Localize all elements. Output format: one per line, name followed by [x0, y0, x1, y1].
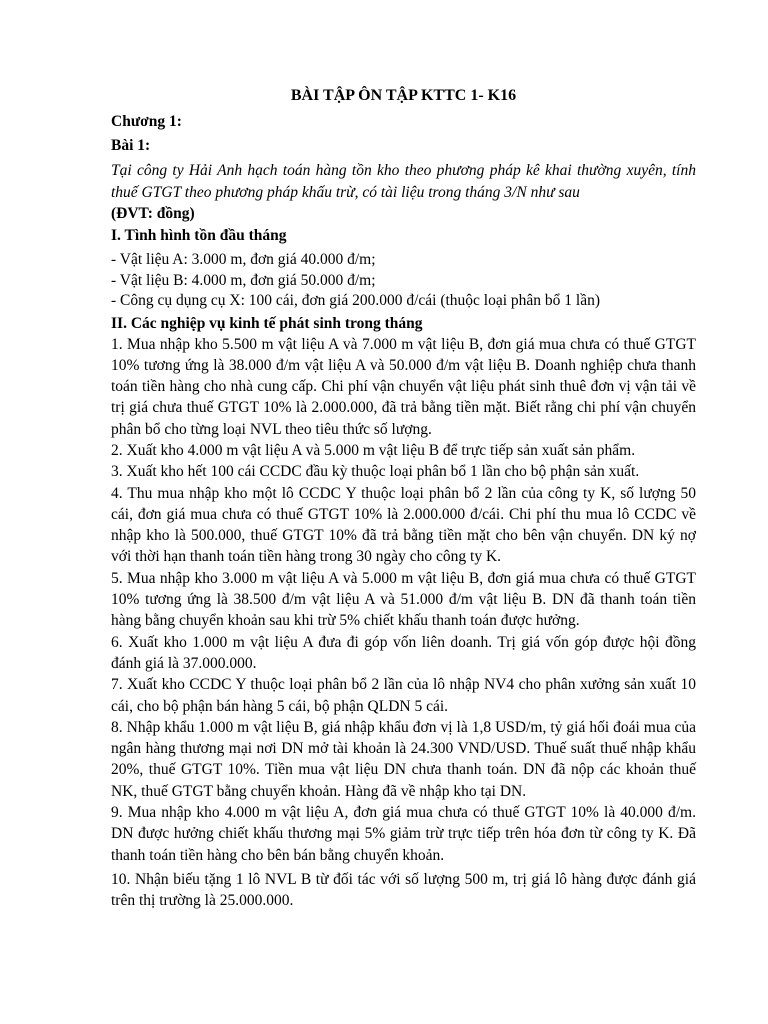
unit-note: (ĐVT: đồng): [111, 205, 195, 222]
transaction-item: 8. Nhập khẩu 1.000 m vật liệu B, giá nhập khẩu đơn vị là 1,8 USD/m, tỷ giá hối đoái mua của ngân hàng thương mại nơi DN mở tài khoản là 24.300 VND/USD. Thuế suất thuế nhập khẩu 20%, thuế GTGT 10%. Tiền mua vật liệu DN chưa thanh toán. DN đã nộp các khoản thuế NK, thuế GTGT bằng chuyển khoản. Hàng đã về nhập kho tại DN.: [111, 718, 696, 800]
chapter-heading: Chương 1:: [111, 113, 182, 130]
transaction-item: 6. Xuất kho 1.000 m vật liệu A đưa đi góp vốn liên doanh. Trị giá vốn góp được hội đồng đánh giá là 37.000.000.: [111, 633, 696, 672]
transaction-item: 2. Xuất kho 4.000 m vật liệu A và 5.000 m vật liệu B để trực tiếp sản xuất sản phẩm.: [111, 441, 636, 459]
transaction-item: 7. Xuất kho CCDC Y thuộc loại phân bổ 2 lần của lô nhập NV4 cho phân xưởng sản xuất 10 cái, cho bộ phận bán hàng 5 cái, bộ phận QLDN 5 cái.: [111, 676, 696, 715]
opening-balance-item: - Vật liệu A: 3.000 m, đơn giá 40.000 đ/m;: [111, 251, 376, 268]
document-title: BÀI TẬP ÔN TẬP KTTC 1- K16: [290, 87, 517, 104]
transaction-item: 9. Mua nhập kho 4.000 m vật liệu A, đơn giá mua chưa có thuế GTGT 10% là 40.000 đ/m. DN được hưởng chiết khấu thương mại 5% giảm trừ trực tiếp trên hóa đơn từ công ty K. Đã thanh toán tiền hàng cho bên bán bằng chuyển khoản.: [111, 804, 696, 864]
section-opening-balance-heading: I. Tình hình tồn đầu tháng: [111, 227, 287, 244]
transaction-item: 4. Thu mua nhập kho một lô CCDC Y thuộc loại phân bổ 2 lần của công ty K, số lượng 50 cái, đơn giá mua chưa có thuế GTGT 10% là 2.000.000 đ/cái. Chi phí thu mua lô CCDC về nhập kho là 500.000, thuế GTGT 10% đã trả bằng tiền mặt cho bên vận chuyển. DN ký nợ với thời hạn thanh toán tiền hàng trong 30 ngày cho công ty K.: [111, 484, 696, 566]
transaction-item: 5. Mua nhập kho 3.000 m vật liệu A và 5.000 m vật liệu B, đơn giá mua chưa có thuế GTGT 10% tương ứng là 38.500 đ/m vật liệu A và 51.000 đ/m vật liệu B. DN đã thanh toán tiền hàng bằng chuyển khoản sau khi trừ 5% chiết khấu thanh toán được hưởng.: [111, 569, 696, 630]
opening-balance-item: - Công cụ dụng cụ X: 100 cái, đơn giá 200.000 đ/cái (thuộc loại phân bổ 1 lần): [111, 292, 601, 309]
section-transactions-heading: II. Các nghiệp vụ kinh tế phát sinh trong tháng: [111, 314, 423, 332]
exercise-intro: Tại công ty Hải Anh hạch toán hàng tồn kho theo phương pháp kê khai thường xuyên, tính thuế GTGT theo phương pháp khấu trừ, có tài liệu trong tháng 3/N như sau: [111, 162, 696, 201]
exercise-heading: Bài 1:: [111, 137, 151, 154]
transaction-item: 3. Xuất kho hết 100 cái CCDC đầu kỳ thuộc loại phân bổ 1 lần cho bộ phận sản xuất.: [111, 463, 640, 481]
transaction-item: 10. Nhận biếu tặng 1 lô NVL B từ đối tác với số lượng 500 m, trị giá lô hàng được đánh giá trên thị trường là 25.000.000.: [111, 870, 696, 910]
transaction-item: 1. Mua nhập kho 5.500 m vật liệu A và 7.000 m vật liệu B, đơn giá mua chưa có thuế GTGT 10% tương ứng là 38.000 đ/m vật liệu A và 50.000 đ/m vật liệu B. Doanh nghiệp chưa thanh toán tiền hàng cho nhà cung cấp. Chi phí vận chuyển vật liệu phát sinh thuê đơn vị vận tải về trị giá chưa thuế GTGT 10% là 2.000.000, đã trả bằng tiền mặt. Biết rằng chi phí vận chuyển phân bổ cho từng loại NVL theo tiêu thức số lượng.: [111, 335, 696, 438]
opening-balance-item: - Vật liệu B: 4.000 m, đơn giá 50.000 đ/m;: [111, 271, 376, 289]
document-page: [111, 86, 696, 912]
